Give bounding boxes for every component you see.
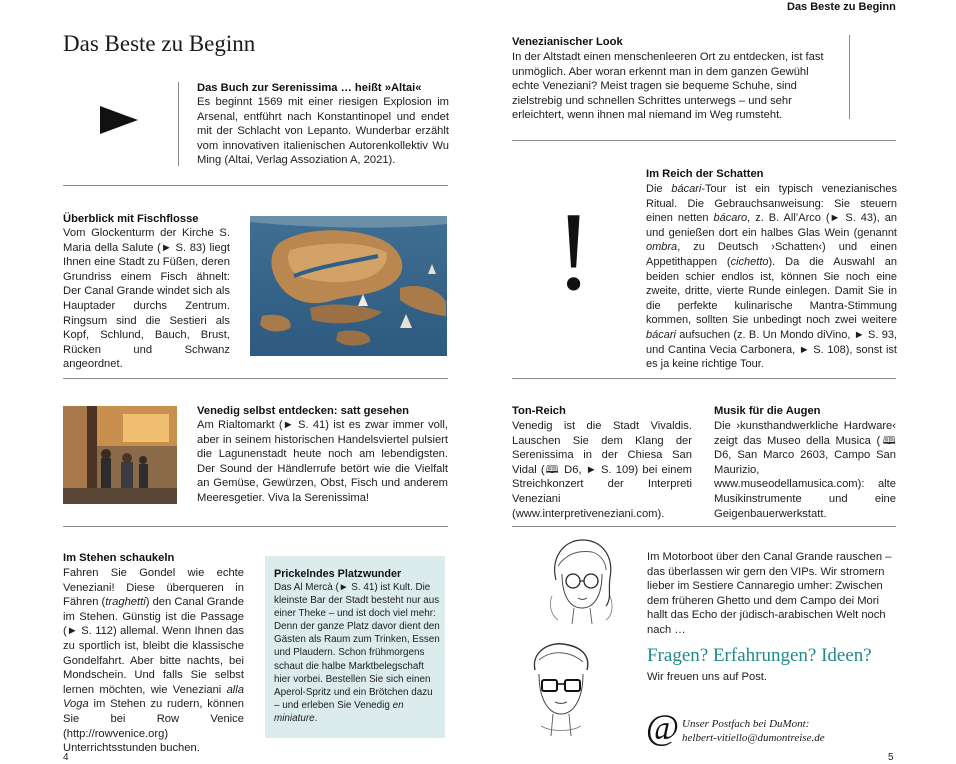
shadows-heading: Im Reich der Schatten	[646, 168, 764, 180]
overview-text: Vom Glockenturm der Kirche S. Maria della Salute (► S. 83) liegt Ihnen eine Stadt zu Füßen, deren Grundriss einem Fisch ähnelt: Der Canal Grande windet sich als Hauptader durchs Zentrum. Ringsum sind die Sestieri als Kopf, Schlund, Bauch, Brust, Rücken und Schwanz angeordnet.	[63, 227, 230, 371]
tip-box-text: Das Al Mercà (► S. 41) ist Kult. Die kleinste Bar der Stadt besteht nur aus einer Theke – und ist doch viel mehr: Denn der ganze Platz davor dient den Gästen als Raum zum Trinken, Essen und Plaudern. Schon frühmorgens schaut die halbe Marktbelegschaft hier vorbei. Bestellen Sie sich einen Aperol-Spritz und ein Brötchen dazu – und erleben Sie Venedig en miniature.	[274, 582, 440, 724]
divider	[63, 378, 448, 379]
venice-map-painting	[250, 216, 447, 356]
shadows-text: Die bácari-Tour ist ein typisch venezianisches Ritual. Die Gebrauchsanweisung: Sie steuern einen netten bácaro, z. B. All’Arco (► S. 43), an und genießen dort ein halbes Glas Wein (genannt ombra, zu Deutsch ›Schatten‹) und einen Appetithappen (cichetto). Da die Auswahl an beiden schier endlos ist, können Sie noch eine zweite, dritte, vierte Runde einlegen. Damit Sie in die perfekte kulinarische Mantra-Stimmung kommen, sollten Sie unbedingt noch zwei weitere bácari aufsuchen (z. B. Un Mondo diVino, ► S. 93, und Cantina Vecia Carbonera, ► S. 108), sonst ist es ja keine richtige Tour.	[646, 183, 898, 371]
rialto-text: Am Rialtomarkt (► S. 41) ist es zwar immer voll, aber in seinem historischen Handelsviertel pulsiert die Lagunenstadt heute noch am lebendigsten. Der Sound der Händlerrufe betört wie die Vielfalt an Gemüse, Gewürzen, Obst, Fisch und anderem Meeresgetier. Viva la Serenissima!	[197, 419, 448, 504]
mailbox-label: Unser Postfach bei DuMont:	[682, 718, 810, 730]
music-heading: Musik für die Augen	[714, 405, 821, 417]
author-portrait-man	[521, 640, 601, 740]
at-sign-icon: @	[646, 707, 680, 747]
look-divider	[849, 35, 850, 119]
book-heading: Das Buch zur Serenissima … heißt »Altai«	[197, 82, 422, 94]
look-text: In der Altstadt einen menschenleeren Ort zu entdecken, ist fast unmöglich. Aber woran erkennt man in dem ganzen Gewühl echte Veneziani? Meist tragen sie bequeme Schuhe, sind zielstrebig und schnellen Schrittes unterwegs – und sehr erleichtert, wenn ihnen mal niemand im Weg rumsteht.	[512, 51, 824, 122]
divider	[63, 185, 448, 186]
authors-text: Im Motorboot über den Canal Grande rauschen – das überlassen wir gern den VIPs. Wir stromern lieber im Sestiere Cannaregio umher: Zwischen dem früheren Ghetto und dem Campo dei Mori hallt das Echo der jüdisch-arabischen Welt noch nach …	[647, 551, 892, 636]
page-number-right: 5	[888, 752, 894, 763]
divider	[512, 140, 896, 141]
questions-heading: Fragen? Erfahrungen? Ideen?	[647, 645, 872, 666]
sound-heading: Ton-Reich	[512, 405, 566, 417]
author-portrait-woman	[540, 536, 622, 628]
divider	[512, 378, 896, 379]
running-head: Das Beste zu Beginn	[787, 1, 896, 13]
mailbox-email[interactable]: helbert-vitiello@dumontreise.de	[682, 732, 825, 744]
welcome-text: Wir freuen uns auf Post.	[647, 671, 768, 683]
divider	[63, 526, 448, 527]
rialto-heading: Venedig selbst entdecken: satt gesehen	[197, 405, 410, 417]
gondola-text: Fahren Sie Gondel wie echte Veneziani! Diese überqueren in Fähren (traghetti) den Canal Grande im Stehen. Günstig ist die Passage (► S. 112) allemal. Wenn Ihnen das zu sportlich ist, bleibt die klassische Gondelfahrt. Aber bitte nachts, bei Mondschein. Und falls Sie selbst lernen möchten, wie Veneziani alla Voga im Stehen zu rudern, können Sie bei Row Venice (http://rowvenice.org) Unterrichtsstunden buchen.	[63, 567, 245, 755]
look-heading: Venezianischer Look	[512, 36, 623, 48]
overview-heading: Überblick mit Fischflosse	[63, 213, 199, 225]
page-number-left: 4	[63, 752, 69, 763]
rialto-market-photo	[63, 406, 177, 504]
page-title: Das Beste zu Beginn	[63, 31, 256, 56]
divider	[512, 526, 896, 527]
play-arrow-icon	[100, 106, 140, 136]
book-text: Es beginnt 1569 mit einer riesigen Explosion im Arsenal, entführt nach Konstantinopel und endet mit der Schlacht von Lepanto. Wunderbar erzählt vom innovativen italienischen Autorenkollektiv Wu Ming (Altai, Verlag Assoziation A, 2021).	[197, 96, 449, 167]
sound-text: Venedig ist die Stadt Vivaldis. Lauschen Sie dem Klang der Serenissima in der Chiesa San Vidal (🕮 D6, ► S. 109) bei einem Streichkonzert der Interpreti Veneziani (www.interpretiveneziani.com).	[512, 420, 692, 520]
book-divider	[178, 82, 179, 166]
gondola-heading: Im Stehen schaukeln	[63, 552, 175, 564]
tip-box-heading: Prickelndes Platzwunder	[274, 568, 402, 580]
exclamation-mark: !	[555, 190, 593, 314]
music-text: Die ›kunsthandwerkliche Hardware‹ zeigt das Museo della Musica (🕮 D6, San Marco 2603, Campo San Maurizio, www.museodellamusica.com): alte Musikinstrumente und eine Geigenbauerwerkstatt.	[714, 420, 896, 520]
